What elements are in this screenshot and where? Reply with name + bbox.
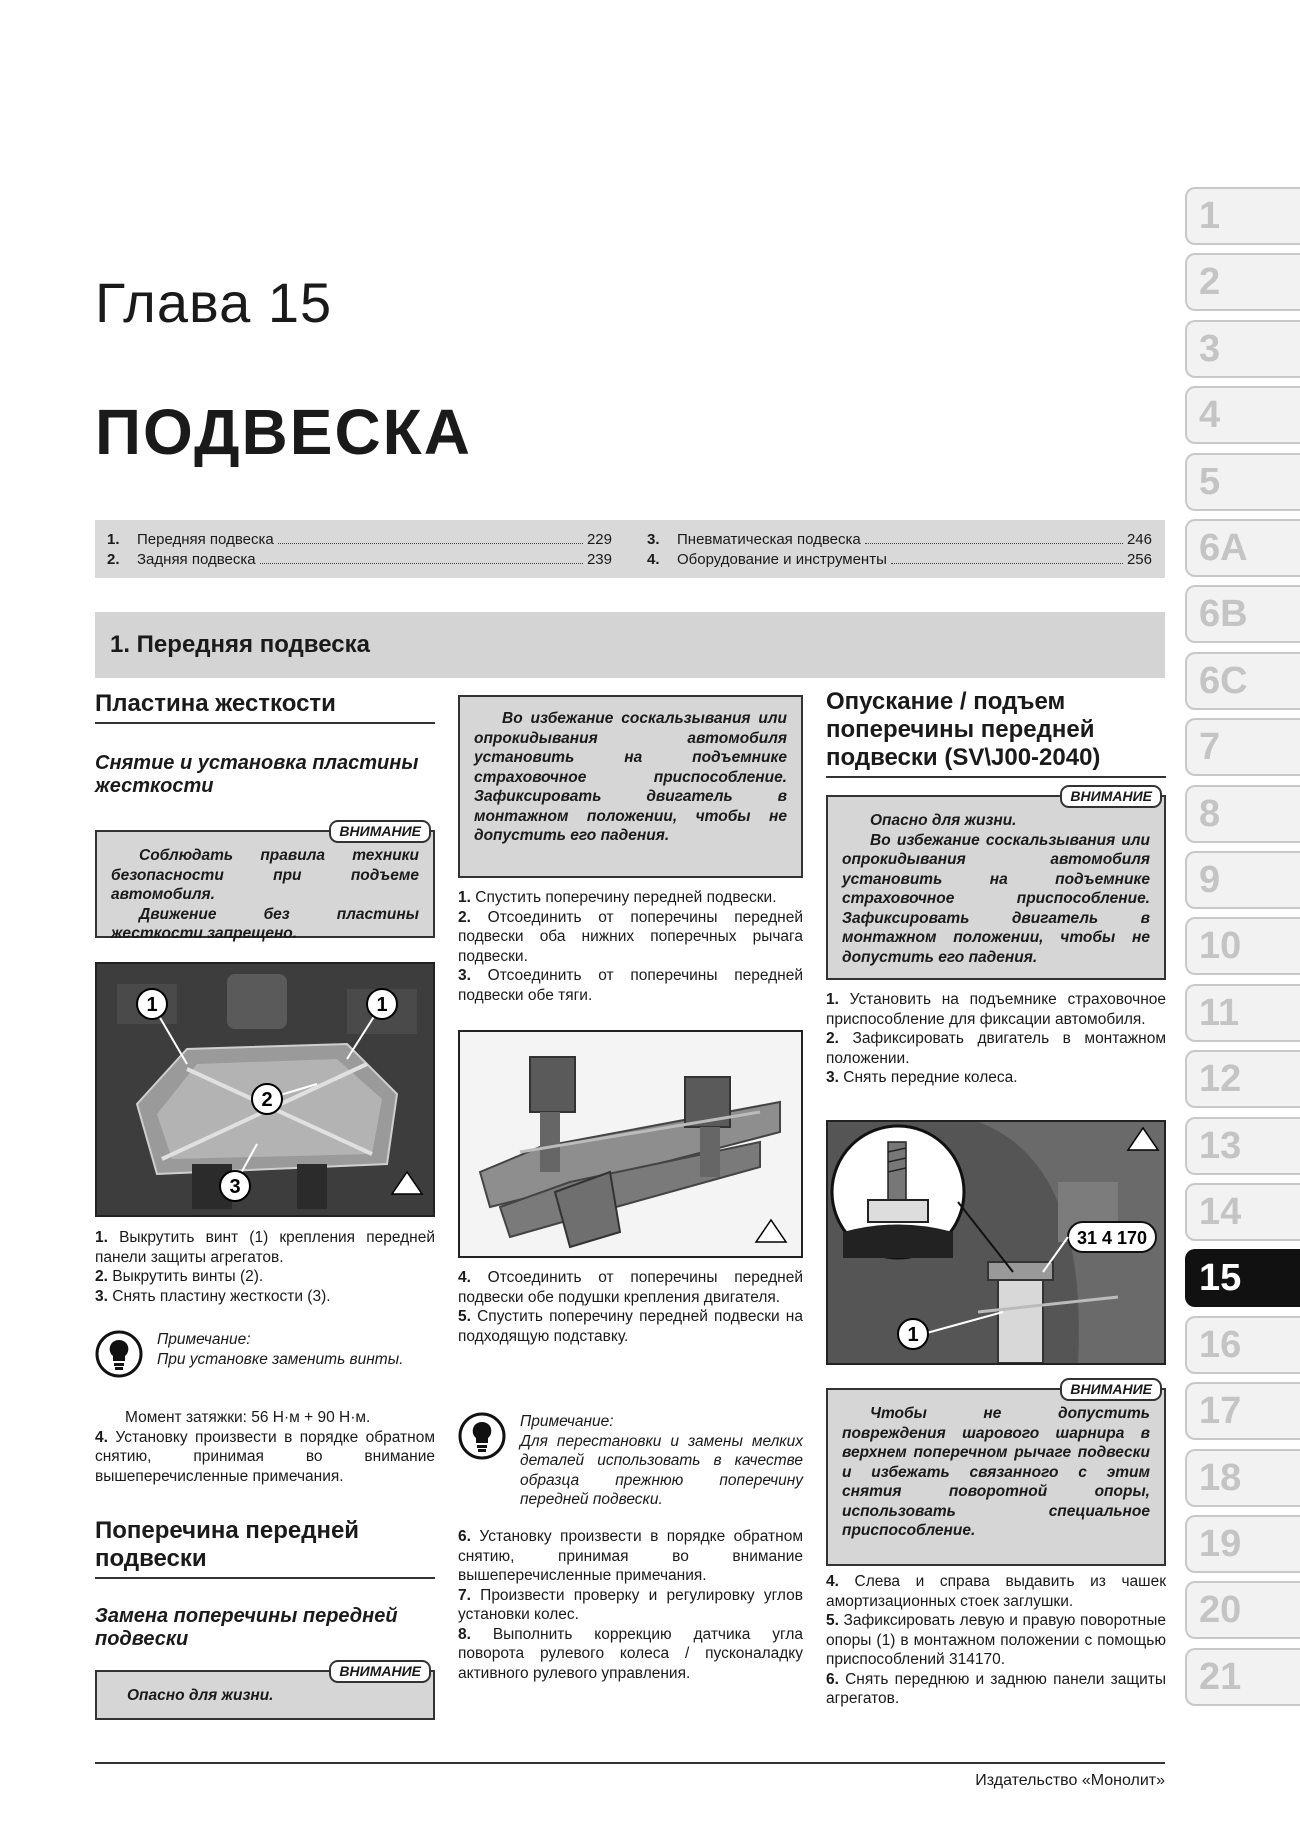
- warning-badge: ВНИМАНИЕ: [1060, 785, 1162, 808]
- warning-badge: ВНИМАНИЕ: [1060, 1378, 1162, 1401]
- step-number: 6.: [458, 1528, 471, 1545]
- step-number: 7.: [458, 1586, 471, 1604]
- chapter-tab-13[interactable]: 13: [1185, 1117, 1300, 1175]
- tool-number-label: 31 4 170: [1076, 1228, 1148, 1248]
- footer-divider: [95, 1762, 1165, 1764]
- list-item: [458, 1268, 803, 1307]
- chapter-toc: [95, 520, 1165, 578]
- note-label: Примечание:: [520, 1413, 614, 1430]
- chapter-tab-3[interactable]: 3: [1185, 320, 1300, 378]
- step-text: Установку произвести в порядке обратном снятию, принимая во внимание вышеперечисленные примечания.: [95, 1428, 435, 1485]
- step-text: Установить на подъемнике страховочное приспособление для фиксации автомобиля.: [826, 991, 1167, 1028]
- step-number: 2.: [826, 1030, 839, 1047]
- chapter-tab-6b[interactable]: 6B: [1185, 585, 1300, 643]
- chapter-tab-2[interactable]: 2: [1185, 253, 1300, 311]
- callout-number: 1: [376, 994, 388, 1016]
- subsection-heading: Опускание / подъем поперечины передней подвески (SV\J00-2040): [826, 688, 1166, 778]
- warning-box: [826, 1378, 1166, 1566]
- step-number: 2.: [458, 908, 471, 926]
- toc-leader: [260, 563, 583, 564]
- list-item: [458, 1527, 803, 1586]
- chapter-tab-7[interactable]: 7: [1185, 718, 1300, 776]
- step-text: Отсоединить от поперечины передней подвески оба нижних поперечных рычага подвески.: [458, 908, 803, 965]
- toc-page: 256: [1126, 551, 1152, 568]
- warning-box: [95, 1660, 435, 1720]
- step-text: Выкрутить винты (2).: [112, 1268, 264, 1285]
- chapter-tab-1[interactable]: 1: [1185, 187, 1300, 245]
- step-text: Снять переднюю и заднюю панели защиты агрегатов.: [826, 1670, 1166, 1707]
- warning-text: Опасно для жизни.: [95, 1670, 435, 1720]
- steps-list: [458, 888, 803, 1005]
- chapter-tab-16[interactable]: 16: [1185, 1316, 1300, 1374]
- step-text: Снять передние колеса.: [843, 1069, 1018, 1086]
- chapter-label: Глава 15: [95, 271, 333, 334]
- step-text: Слева и справа выдавить из чашек амортизационных стоек заглушки.: [826, 1573, 1167, 1610]
- list-item: [458, 888, 803, 908]
- step-text: Снять пластину жесткости (3).: [112, 1287, 331, 1305]
- steps-list: [458, 1527, 803, 1683]
- toc-item: [647, 550, 1152, 570]
- list-item: [458, 908, 803, 967]
- chapter-tab-5[interactable]: 5: [1185, 453, 1300, 511]
- list-item: [458, 966, 803, 1005]
- steps-list: [95, 1408, 435, 1486]
- list-item: [95, 1428, 435, 1487]
- chapter-tab-21[interactable]: 21: [1185, 1648, 1300, 1706]
- callout-number: 2: [261, 1089, 273, 1111]
- step-text: Выполнить коррекцию датчика угла поворота рулевого колеса / пусконаладку активного рулевого управления.: [458, 1625, 804, 1682]
- callout-number: 1: [907, 1324, 919, 1346]
- toc-label: Передняя подвеска: [137, 531, 274, 548]
- chapter-tab-20[interactable]: 20: [1185, 1581, 1300, 1639]
- step-number: 3.: [826, 1069, 839, 1086]
- list-item: [458, 1307, 803, 1346]
- toc-page: 229: [586, 531, 612, 548]
- note-block: [95, 1328, 435, 1388]
- toc-number: 1.: [107, 531, 120, 548]
- chapter-tab-14[interactable]: 14: [1185, 1183, 1300, 1241]
- toc-leader: [891, 563, 1123, 564]
- step-text: Отсоединить от поперечины передней подвески обе подушки крепления двигателя.: [458, 1269, 803, 1306]
- list-item: [826, 1068, 1166, 1088]
- step-number: 3.: [458, 967, 471, 984]
- subframe-photo: [458, 1030, 803, 1258]
- chapter-tab-6a[interactable]: 6A: [1185, 519, 1300, 577]
- warning-box: [826, 785, 1166, 980]
- steps-list: [826, 990, 1166, 1088]
- subframe-illustration: [460, 1032, 801, 1256]
- steps-list: [458, 1268, 803, 1346]
- toc-number: 2.: [107, 551, 120, 568]
- toc-item: [647, 530, 1152, 550]
- step-number: 1.: [826, 991, 839, 1008]
- chapter-tab-10[interactable]: 10: [1185, 917, 1300, 975]
- toc-item: [107, 530, 612, 550]
- stiffening-plate-photo: [95, 962, 435, 1217]
- chapter-tab-17[interactable]: 17: [1185, 1382, 1300, 1440]
- list-item: [95, 1228, 435, 1267]
- step-text: Спустить поперечину передней подвески на подходящую подставку.: [458, 1308, 803, 1345]
- toc-label: Пневматическая подвеска: [677, 531, 861, 548]
- warning-text: Чтобы не допустить повреждения шарового шарнира в верхнем поперечном рычаге подвески и избежать связанного с этим снятия поворотной опоры, использовать специальное приспособление.: [826, 1388, 1166, 1566]
- note-label: Примечание:: [157, 1331, 251, 1348]
- stiffening-plate-illustration: [97, 964, 433, 1215]
- toc-label: Задняя подвеска: [137, 551, 256, 568]
- list-item: [95, 1287, 435, 1307]
- step-number: 1.: [458, 889, 471, 906]
- warning-text: Соблюдать правила техники безопасности при подъеме автомобиля.: [111, 847, 419, 903]
- chapter-tab-15[interactable]: 15: [1185, 1249, 1300, 1307]
- toc-page: 246: [1126, 531, 1152, 548]
- list-item: [826, 990, 1166, 1029]
- warning-box: Во избежание соскальзывания или опрокидывания автомобиля установить на подъемнике страховочное приспособление. Зафиксировать двигатель в монтажном положении, чтобы не допустить его падения.: [458, 695, 803, 878]
- step-number: 4.: [95, 1428, 108, 1446]
- note-text: При установке заменить винты.: [157, 1350, 404, 1368]
- steps-list: [95, 1228, 435, 1306]
- procedure-heading: Замена поперечины передней подвески: [95, 1605, 398, 1650]
- chapter-tab-12[interactable]: 12: [1185, 1050, 1300, 1108]
- lightbulb-icon: [95, 1330, 143, 1378]
- section-title: 1. Передняя подвеска: [110, 631, 370, 658]
- toc-leader: [865, 543, 1123, 544]
- callout-number: 3: [229, 1176, 241, 1198]
- section-header: [95, 612, 1165, 678]
- list-item: [826, 1029, 1166, 1068]
- list-item: [458, 1625, 803, 1684]
- warning-text: Опасно для жизни.: [870, 812, 1017, 829]
- step-text: Зафиксировать левую и правую поворотные опоры (1) в монтажном положении с помощью приспособлений 314170.: [826, 1612, 1166, 1668]
- chapter-tab-11[interactable]: 11: [1185, 984, 1300, 1042]
- chapter-tab-6c[interactable]: 6C: [1185, 652, 1300, 710]
- page-title: ПОДВЕСКА: [95, 396, 472, 468]
- toc-leader: [278, 543, 583, 544]
- subsection-heading: Пластина жесткости: [95, 690, 435, 724]
- step-number: 8.: [458, 1625, 471, 1643]
- step-text: Спустить поперечину передней подвески.: [475, 889, 777, 906]
- toc-label: Оборудование и инструменты: [677, 551, 887, 568]
- warning-badge: ВНИМАНИЕ: [329, 1660, 431, 1683]
- step-text: Выкрутить винт (1) крепления передней панели защиты агрегатов.: [95, 1229, 435, 1266]
- list-item: [458, 1586, 803, 1625]
- step-number: 5.: [458, 1308, 471, 1325]
- warning-text: Во избежание соскальзывания или опрокидывания автомобиля установить на подъемнике страховочное приспособление. Зафиксировать двигатель в монтажном положении, чтобы не допустить его падения.: [842, 831, 1150, 966]
- step-number: 2.: [95, 1268, 108, 1285]
- list-item: [95, 1267, 435, 1287]
- step-text: Зафиксировать двигатель в монтажном положении.: [826, 1030, 1166, 1067]
- note-block: [458, 1410, 803, 1510]
- note-text: Для перестановки и замены мелких деталей использовать в качестве образца прежнюю поперечину передней подвески.: [520, 1432, 803, 1508]
- steps-list: [826, 1572, 1166, 1709]
- strut-tower-illustration: [828, 1122, 1164, 1363]
- chapter-tab-9[interactable]: 9: [1185, 851, 1300, 909]
- list-item: [826, 1670, 1166, 1709]
- callout-number: 1: [146, 994, 158, 1016]
- step-text: Отсоединить от поперечины передней подвески обе тяги.: [458, 967, 803, 1004]
- chapter-tab-19[interactable]: 19: [1185, 1515, 1300, 1573]
- subsection-heading: Поперечина передней подвески: [95, 1517, 435, 1579]
- step-text: Установку произвести в порядке обратном снятию, принимая во внимание вышеперечисленные примечания.: [458, 1528, 803, 1584]
- chapter-tab-18[interactable]: 18: [1185, 1449, 1300, 1507]
- strut-tower-photo: [826, 1120, 1166, 1365]
- toc-item: [107, 550, 612, 570]
- chapter-tab-8[interactable]: 8: [1185, 785, 1300, 843]
- step-number: 6.: [826, 1670, 839, 1688]
- lightbulb-icon: [458, 1412, 506, 1460]
- warning-badge: ВНИМАНИЕ: [329, 820, 431, 843]
- step-number: 5.: [826, 1612, 839, 1629]
- list-item: [826, 1572, 1166, 1611]
- step-number: 1.: [95, 1229, 108, 1246]
- warning-box: [95, 820, 435, 942]
- toc-number: 4.: [647, 551, 660, 568]
- step-number: 3.: [95, 1287, 108, 1305]
- step-number: 4.: [826, 1573, 839, 1590]
- procedure-heading: Снятие и установка пластины жесткости: [95, 752, 419, 797]
- toc-page: 239: [586, 551, 612, 568]
- publisher-credit: Издательство «Монолит»: [975, 1772, 1165, 1789]
- warning-text: Движение без пластины жесткости запрещено.: [111, 905, 419, 942]
- toc-number: 3.: [647, 531, 660, 548]
- torque-spec: Момент затяжки: 56 Н·м + 90 Н·м.: [125, 1409, 371, 1426]
- chapter-tab-4[interactable]: 4: [1185, 386, 1300, 444]
- step-text: Произвести проверку и регулировку углов установки колес.: [458, 1586, 804, 1623]
- list-item: [826, 1611, 1166, 1670]
- step-number: 4.: [458, 1269, 471, 1286]
